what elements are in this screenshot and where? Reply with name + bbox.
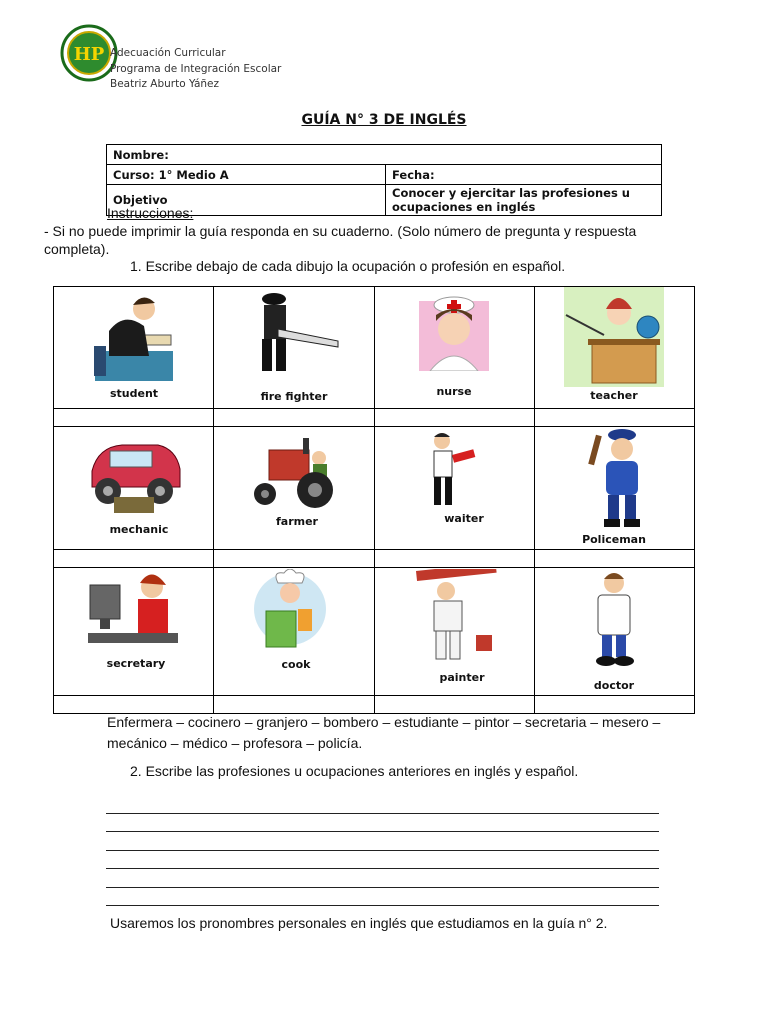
objective-label: Objetivo [107, 185, 386, 216]
answer-cell[interactable] [535, 409, 695, 426]
painter-image [412, 569, 502, 665]
date-field[interactable]: Fecha: [386, 165, 662, 185]
answer-cell[interactable] [535, 696, 695, 713]
answer-cell[interactable] [375, 550, 534, 567]
course-field: Curso: 1° Medio A [107, 165, 386, 185]
occupation-label: waiter [444, 512, 484, 525]
answer-cell[interactable] [54, 550, 213, 567]
cook-image [252, 569, 328, 657]
answer-lines[interactable] [106, 795, 659, 906]
header-line-2: Programa de Integración Escolar [110, 62, 282, 75]
instructions-text: - Si no puede imprimir la guía responda en su cuaderno. (Solo número de pregunta y respuesta completa). [44, 223, 637, 257]
instructions-heading: Instrucciones: [107, 205, 194, 221]
answer-cell[interactable] [535, 550, 695, 567]
occupation-label: farmer [276, 515, 318, 528]
policeman-image [584, 427, 654, 531]
objective-text: Conocer y ejercitar las profesiones u ocupaciones en inglés [386, 185, 662, 216]
answer-line[interactable] [106, 869, 659, 888]
occupation-label: nurse [436, 385, 472, 398]
answer-cell[interactable] [375, 409, 534, 426]
teacher-image [564, 287, 664, 387]
logo-monogram: HP [73, 44, 105, 65]
nurse-image [414, 291, 494, 371]
occupation-label: doctor [593, 679, 635, 692]
occupation-label: painter [439, 671, 485, 684]
answer-cell[interactable] [54, 409, 213, 426]
name-field[interactable]: Nombre: [107, 145, 662, 165]
answer-line[interactable] [106, 795, 659, 814]
page-title: GUÍA N° 3 DE INGLÉS [301, 112, 467, 128]
answer-line[interactable] [106, 832, 659, 851]
answer-line[interactable] [106, 814, 659, 833]
occupation-label: fire fighter [260, 390, 328, 403]
final-note: Usaremos los pronombres personales en inglés que estudiamos en la guía n° 2. [110, 915, 608, 931]
answer-cell[interactable] [54, 696, 213, 713]
header-text [110, 46, 281, 93]
mechanic-image [84, 431, 184, 521]
secretary-image [86, 569, 182, 659]
occupation-label: student [109, 387, 159, 400]
waiter-image [424, 431, 484, 513]
header-line-3: Beatriz Aburto Yáñez [110, 78, 220, 90]
word-bank: Enfermera – cocinero – granjero – bombero – estudiante – pintor – secretaria – mesero – mecánico – médico – profesora – policía. [107, 714, 661, 751]
answer-line[interactable] [106, 851, 659, 870]
header-line-1: Adecuación Curricular [110, 47, 226, 59]
student-image [89, 291, 179, 383]
occupation-label: Policeman [582, 533, 646, 546]
occupation-grid [53, 286, 695, 714]
fire-fighter-image [242, 289, 342, 381]
doctor-image [584, 571, 644, 671]
occupation-label: cook [281, 658, 311, 671]
occupation-label: secretary [106, 657, 166, 670]
occupation-label: teacher [590, 389, 638, 402]
question-2: 2. Escribe las profesiones u ocupaciones anteriores en inglés y español. [130, 763, 579, 779]
answer-line[interactable] [106, 888, 659, 907]
occupation-label: mechanic [109, 523, 169, 536]
answer-cell[interactable] [214, 550, 374, 567]
farmer-image [249, 430, 339, 510]
answer-cell[interactable] [214, 696, 374, 713]
answer-cell[interactable] [375, 696, 534, 713]
question-1: 1. Escribe debajo de cada dibujo la ocupación o profesión en español. [130, 258, 566, 274]
answer-cell[interactable] [214, 409, 374, 426]
